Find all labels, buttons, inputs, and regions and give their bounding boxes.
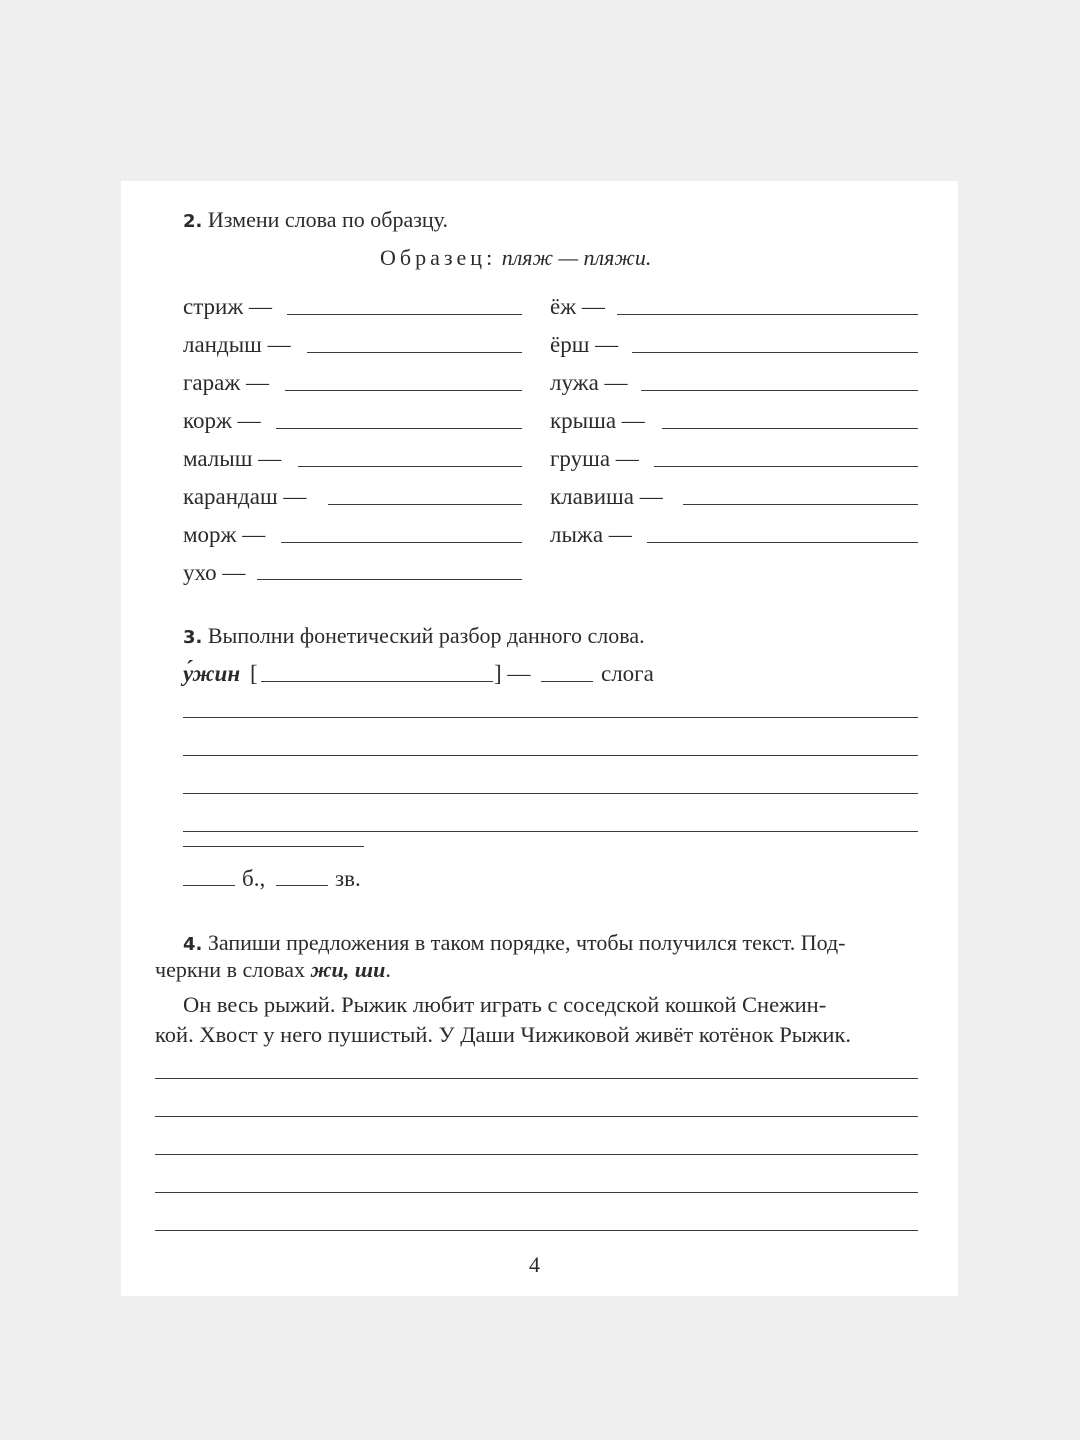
answer-line-left-2[interactable] [307,352,522,353]
answer-line-right-3[interactable] [641,390,918,391]
answer-line-right-5[interactable] [654,466,918,467]
bracket-open: [ [250,661,258,686]
left-word-6: карандаш — [183,484,307,509]
exercise-4-heading-line-1 [183,930,846,956]
writing-line-ex3-3[interactable] [183,793,918,794]
answer-line-left-8[interactable] [257,579,522,580]
exercise-4-text-line-2: кой. Хвост у него пушистый. У Даши Чижиковой живёт котёнок Рыжик. [155,1022,852,1047]
answer-line-right-1[interactable] [617,314,918,315]
writing-line-ex4-4[interactable] [155,1192,918,1193]
answer-line-left-7[interactable] [281,542,522,543]
sample-label: Образец: [380,245,497,270]
sounds-count-line[interactable] [276,885,328,886]
left-word-1: стриж — [183,294,272,319]
left-word-7: морж — [183,522,266,547]
left-word-5: малыш — [183,446,282,471]
exercise-4-task-line-2-bold: жи, ши [310,957,386,982]
right-word-7: лыжа — [550,522,632,547]
exercise-4-heading-line-2 [155,957,391,983]
analysis-word: у́жин [183,661,241,686]
writing-line-ex4-2[interactable] [155,1116,918,1117]
exercise-4-text-line-1: Он весь рыжий. Рыжик любит играть с соседской кошкой Снежин- [183,992,827,1017]
left-word-3: гараж — [183,370,269,395]
bracket-close: ] — [494,661,531,686]
answer-line-left-5[interactable] [298,466,522,467]
exercise-4-task-line-2-suffix: . [385,957,391,982]
answer-line-right-4[interactable] [662,428,918,429]
right-word-1: ёж — [550,294,605,319]
writing-line-ex4-1[interactable] [155,1078,918,1079]
syllable-count-line[interactable] [541,681,593,682]
writing-line-ex3-4[interactable] [183,831,918,832]
exercise-3-number: 3. [183,627,203,648]
left-word-2: ландыш — [183,332,291,357]
exercise-4-number: 4. [183,934,203,955]
writing-line-ex3-2[interactable] [183,755,918,756]
exercise-3-heading [183,623,645,649]
right-word-2: ёрш — [550,332,619,357]
answer-line-right-6[interactable] [683,504,918,505]
answer-line-left-1[interactable] [287,314,522,315]
exercise-2-task: Измени слова по образцу. [207,207,448,232]
exercise-3-task: Выполни фонетический разбор данного слова. [207,623,645,648]
sounds-label: зв. [335,866,361,891]
exercise-2-number: 2. [183,211,203,232]
sample-line [380,245,651,271]
answer-line-left-4[interactable] [276,428,522,429]
writing-line-ex4-3[interactable] [155,1154,918,1155]
page-number: 4 [529,1252,540,1277]
writing-line-ex3-5[interactable] [183,846,364,847]
transcription-line[interactable] [261,681,493,682]
right-word-6: клавиша — [550,484,663,509]
letters-label: б., [242,866,266,891]
workbook-page [121,181,958,1296]
syllables-label: слога [601,661,654,686]
writing-line-ex4-5[interactable] [155,1230,918,1231]
left-word-8: ухо — [183,560,246,585]
left-word-4: корж — [183,408,261,433]
right-word-5: груша — [550,446,639,471]
exercise-4-task-line-1: Запиши предложения в таком порядке, чтобы получился текст. Под- [207,930,846,955]
answer-line-right-7[interactable] [647,542,918,543]
right-word-3: лужа — [550,370,628,395]
answer-line-right-2[interactable] [632,352,918,353]
answer-line-left-6[interactable] [328,504,522,505]
exercise-2-heading [183,207,448,233]
exercise-4-task-line-2-prefix: черкни в словах [155,957,311,982]
sample-text: пляж — пляжи. [501,245,652,270]
letters-count-line[interactable] [183,885,235,886]
answer-line-left-3[interactable] [285,390,522,391]
writing-line-ex3-1[interactable] [183,717,918,718]
right-word-4: крыша — [550,408,645,433]
